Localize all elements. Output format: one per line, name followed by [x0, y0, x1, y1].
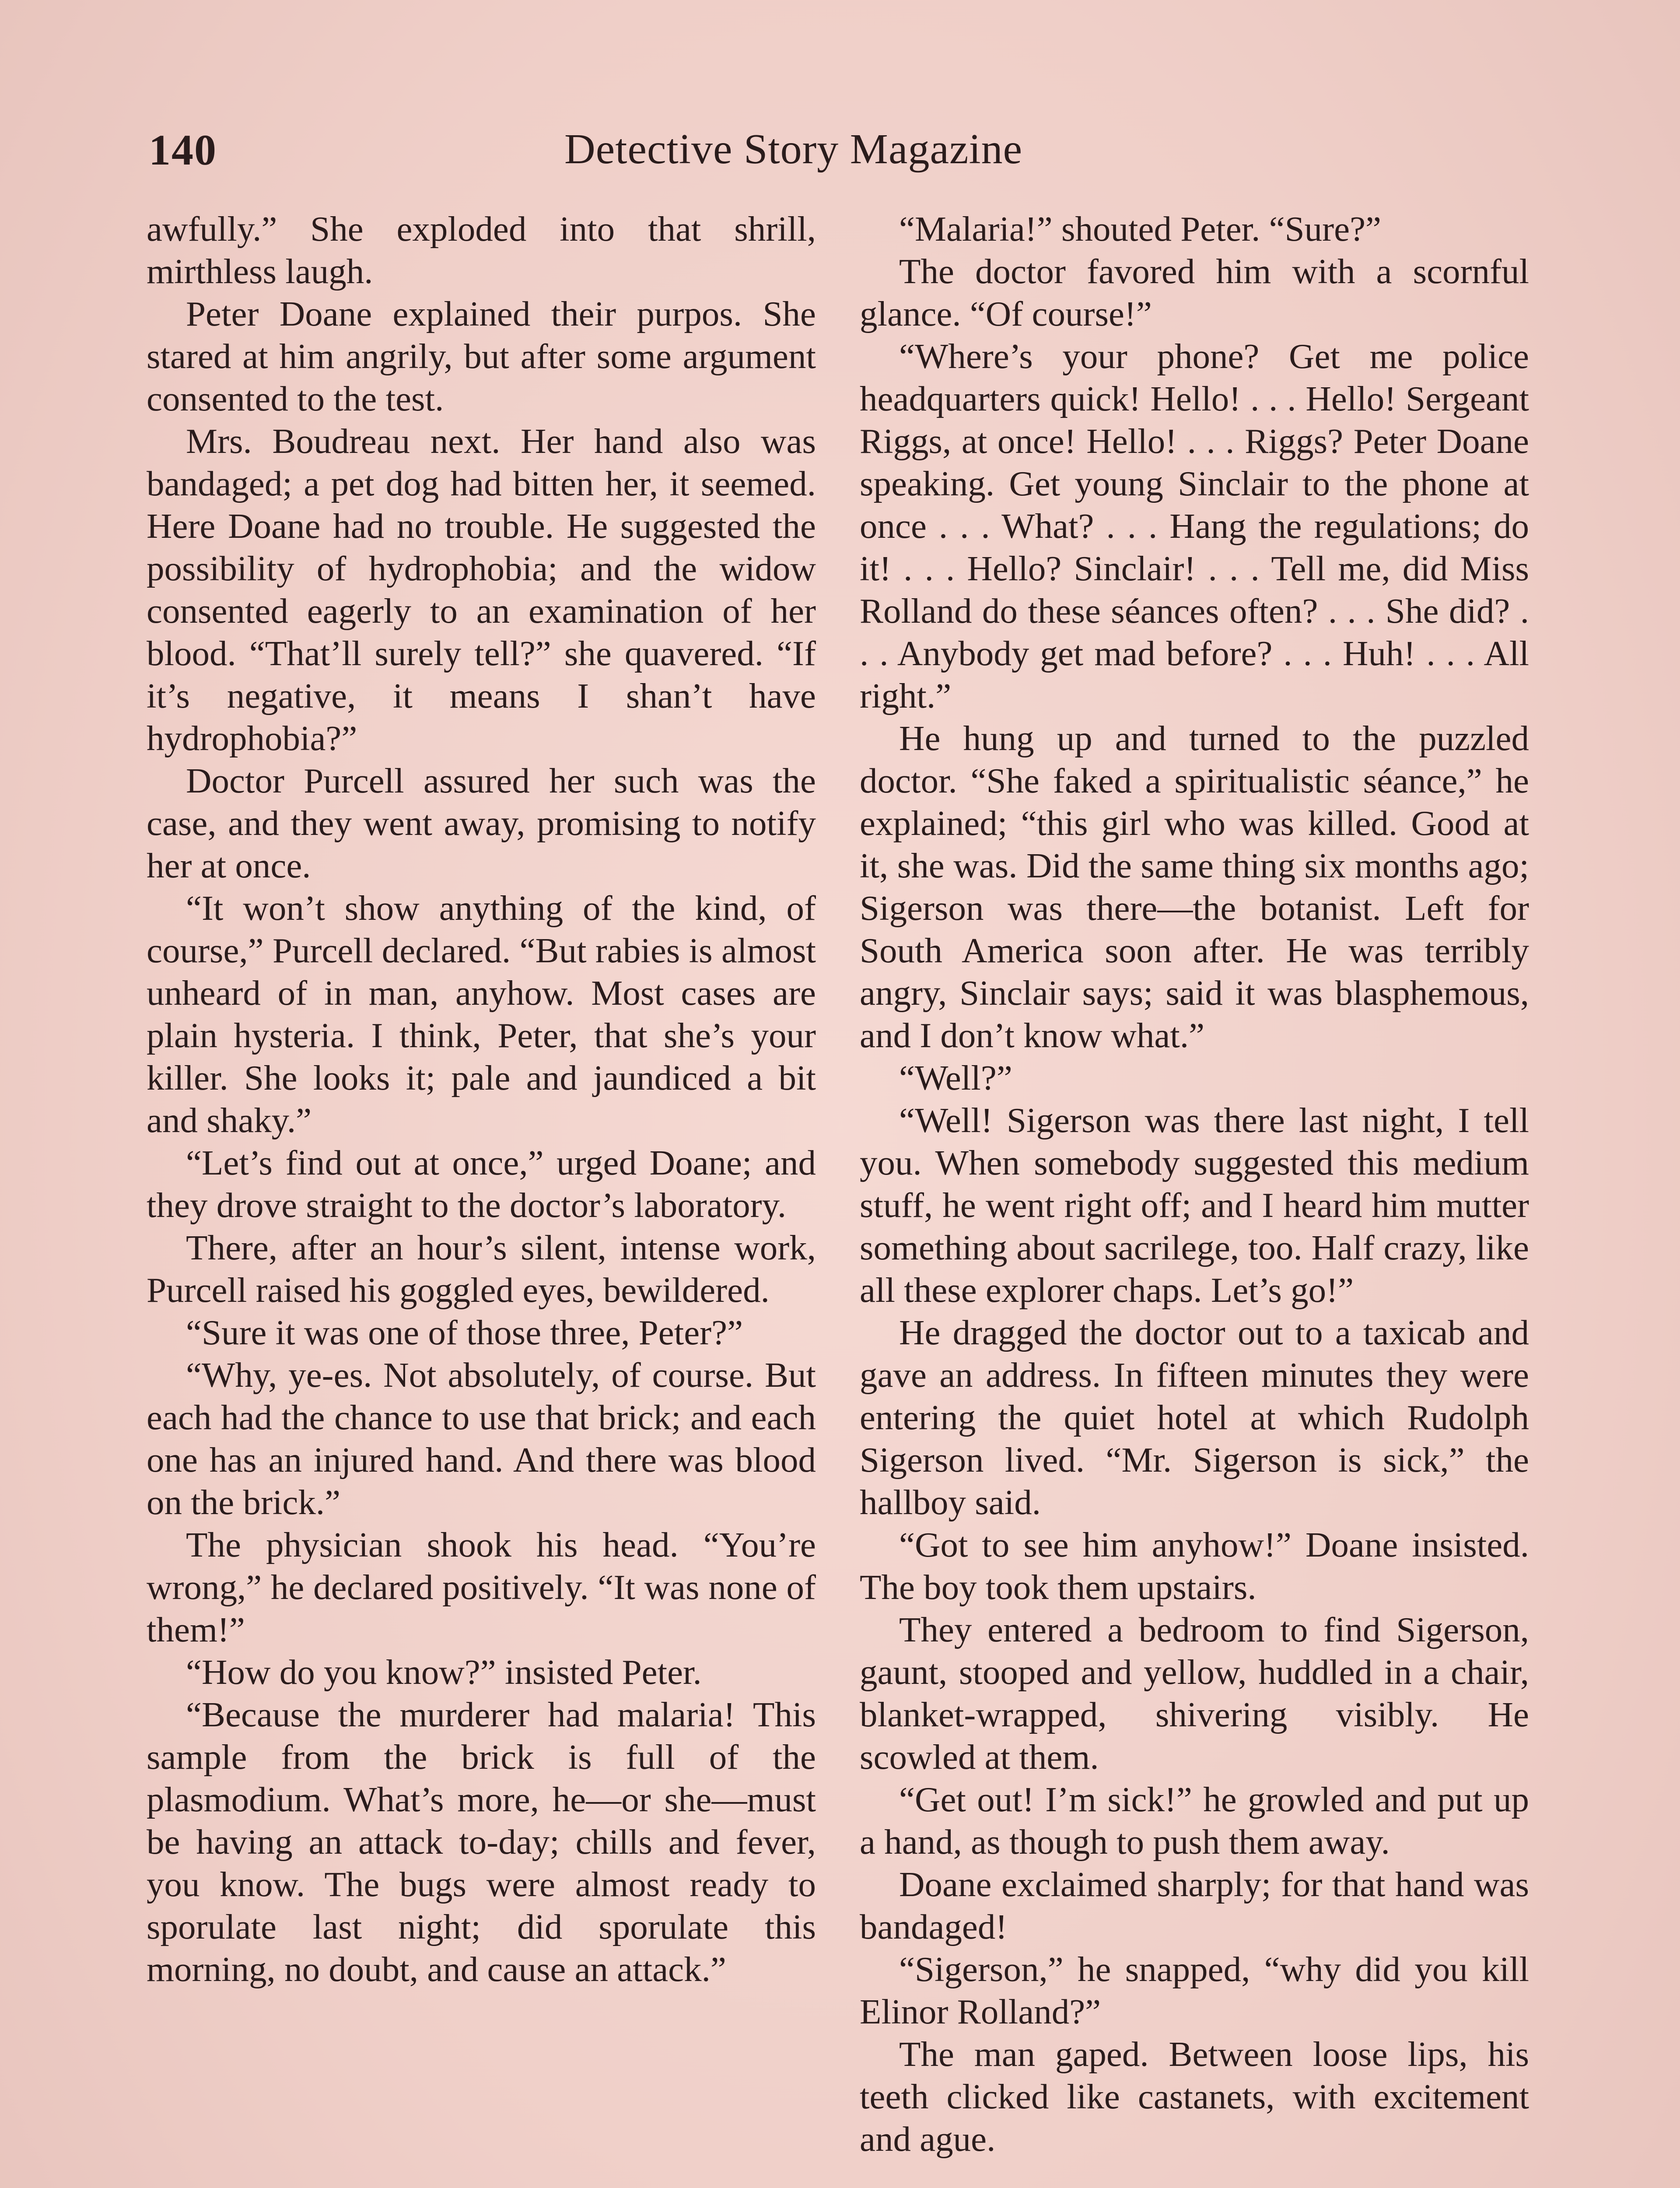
- paragraph: The man gaped. Between loose lips, his teeth clicked like castanets, with excitement and ague.: [860, 2034, 1529, 2159]
- paragraph: “Sigerson,” he snapped, “why did you kill Elinor Rolland?”: [860, 1950, 1529, 2031]
- paragraph: “Let’s find out at once,” urged Doane; and they drove straight to the doctor’s laboratory.: [147, 1143, 816, 1225]
- paragraph: “It won’t show anything of the kind, of course,” Purcell declared. “But rabies is almost unheard of in man, anyhow. Most cases are plain hysteria. I think, Peter, that she’s your killer. She looks it; pale and jaundiced a bit and shaky.”: [147, 888, 816, 1140]
- paragraph: He dragged the doctor out to a taxicab and gave an address. In fifteen minutes they were entering the quiet hotel at which Rudolph Sigerson lived. “Mr. Sigerson is sick,” the hallboy said.: [860, 1313, 1529, 1522]
- running-title: Detective Story Magazine: [564, 126, 1023, 173]
- paragraph: They entered a bedroom to find Sigerson, gaunt, stooped and yellow, huddled in a chair, blanket-wrapped, shivering visibly. He scowled at them.: [860, 1610, 1529, 1777]
- paragraph: Doctor Purcell assured her such was the case, and they went away, promising to notify her at once.: [147, 761, 816, 885]
- page-number: 140: [149, 126, 217, 174]
- left-column: [147, 208, 816, 1991]
- paragraph: “How do you know?” insisted Peter.: [186, 1652, 702, 1692]
- paragraph: “Where’s your phone? Get me police headquarters quick! Hello! . . . Hello! Sergeant Riggs, at once! Hello! . . . Riggs? Peter Doane speaking. Get young Sinclair to the phone at once . . . What? . . . Hang the regulations; do it! . . . Hello? Sinclair! . . . Tell me, did Miss Rolland do these séances often? . . . She did? . . . Anybody get mad before? . . . Huh! . . . All right.”: [860, 337, 1529, 715]
- paragraph: Doane exclaimed sharply; for that hand was bandaged!: [860, 1865, 1529, 1946]
- paragraph: “Well! Sigerson was there last night, I tell you. When somebody suggested this medium stuff, he went right off; and I heard him mutter something about sacrilege, too. Half crazy, like all these explorer chaps. Let’s go!”: [860, 1101, 1529, 1310]
- paragraph: Mrs. Boudreau next. Her hand also was bandaged; a pet dog had bitten her, it seemed. Here Doane had no trouble. He suggested the possibility of hydrophobia; and the widow consented eagerly to an examination of her blood. “That’ll surely tell?” she quavered. “If it’s negative, it means I shan’t have hydrophobia?”: [147, 421, 816, 758]
- paragraph: “Got to see him anyhow!” Doane insisted. The boy took them upstairs.: [860, 1525, 1529, 1607]
- paragraph: awfully.” She exploded into that shrill, mirthless laugh.: [147, 209, 816, 291]
- paragraph: “Well?”: [899, 1058, 1012, 1098]
- paragraph: “Malaria!” shouted Peter. “Sure?”: [899, 209, 1382, 249]
- paragraph: “Sure it was one of those three, Peter?”: [186, 1313, 743, 1352]
- paragraph: Peter Doane explained their purpos. She stared at him angrily, but after some argument consented to the test.: [147, 294, 816, 418]
- paragraph: “Get out! I’m sick!” he growled and put up a hand, as though to push them away.: [860, 1780, 1529, 1862]
- paragraph: The doctor favored him with a scornful glance. “Of course!”: [860, 252, 1529, 333]
- paragraph: The physician shook his head. “You’re wrong,” he declared positively. “It was none of them!”: [147, 1525, 816, 1649]
- paragraph: There, after an hour’s silent, intense work, Purcell raised his goggled eyes, bewildered.: [147, 1228, 816, 1310]
- paragraph: “Why, ye-es. Not absolutely, of course. But each had the chance to use that brick; and each one has an injured hand. And there was blood on the brick.”: [147, 1355, 816, 1522]
- right-column: [860, 208, 1529, 2160]
- paragraph: He hung up and turned to the puzzled doctor. “She faked a spiritualistic séance,” he explained; “this girl who was killed. Good at it, she was. Did the same thing six months ago; Sigerson was there—the botanist. Left for South America soon after. He was terribly angry, Sinclair says; said it was blasphemous, and I don’t know what.”: [860, 719, 1529, 1055]
- paragraph: “Because the murderer had malaria! This sample from the brick is full of the plasmodium. What’s more, he—or she—must be having an attack to-day; chills and fever, you know. The bugs were almost ready to sporulate last night; did sporulate this morning, no doubt, and cause an attack.”: [147, 1695, 816, 1989]
